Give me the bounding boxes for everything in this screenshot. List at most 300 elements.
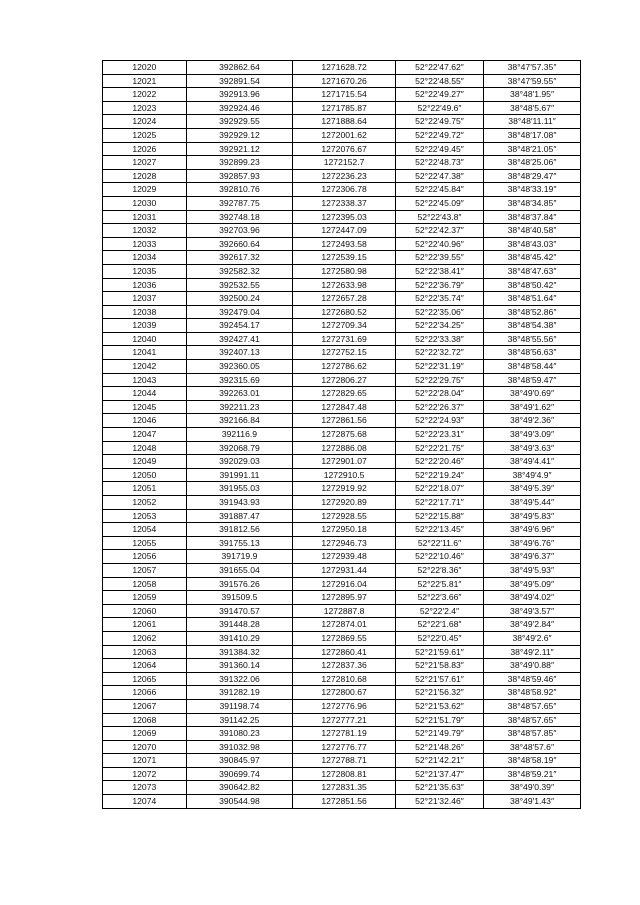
- point-id-cell: 12059: [103, 591, 187, 605]
- longitude-cell: 38°48′57.65″: [484, 699, 581, 713]
- point-id-cell: 12037: [103, 292, 187, 306]
- latitude-cell: 52°22′34.25″: [395, 319, 483, 333]
- table-row: [103, 61, 581, 75]
- latitude-cell: 52°21′37.47″: [395, 767, 483, 781]
- latitude-cell: 52°22′1.68″: [395, 618, 483, 632]
- longitude-cell: 38°49′5.83″: [484, 509, 581, 523]
- y-coordinate-cell: 1271785.87: [293, 101, 396, 115]
- table-row: [103, 428, 581, 442]
- y-coordinate-cell: 1272657.28: [293, 292, 396, 306]
- latitude-cell: 52°22′20.46″: [395, 455, 483, 469]
- coordinate-table: [102, 60, 581, 809]
- table-row: [103, 781, 581, 795]
- point-id-cell: 12042: [103, 360, 187, 374]
- table-row: [103, 550, 581, 564]
- y-coordinate-cell: 1272806.27: [293, 373, 396, 387]
- y-coordinate-cell: 1272776.96: [293, 699, 396, 713]
- table-row: [103, 468, 581, 482]
- y-coordinate-cell: 1272920.89: [293, 496, 396, 510]
- longitude-cell: 38°48′59.46″: [484, 672, 581, 686]
- table-row: [103, 74, 581, 88]
- latitude-cell: 52°22′35.06″: [395, 305, 483, 319]
- x-coordinate-cell: 392899.23: [186, 156, 293, 170]
- y-coordinate-cell: 1272931.44: [293, 563, 396, 577]
- latitude-cell: 52°22′49.72″: [395, 128, 483, 142]
- y-coordinate-cell: 1272709.34: [293, 319, 396, 333]
- point-id-cell: 12064: [103, 659, 187, 673]
- y-coordinate-cell: 1272831.35: [293, 781, 396, 795]
- x-coordinate-cell: 390845.97: [186, 754, 293, 768]
- point-id-cell: 12070: [103, 740, 187, 754]
- y-coordinate-cell: 1272152.7: [293, 156, 396, 170]
- x-coordinate-cell: 391655.04: [186, 563, 293, 577]
- x-coordinate-cell: 392263.01: [186, 387, 293, 401]
- x-coordinate-cell: 392315.69: [186, 373, 293, 387]
- longitude-cell: 38°48′11.11″: [484, 115, 581, 129]
- longitude-cell: 38°48′51.64″: [484, 292, 581, 306]
- point-id-cell: 12055: [103, 536, 187, 550]
- longitude-cell: 38°48′34.85″: [484, 196, 581, 210]
- table-row: [103, 292, 581, 306]
- y-coordinate-cell: 1272001.62: [293, 128, 396, 142]
- latitude-cell: 52°22′11.6″: [395, 536, 483, 550]
- latitude-cell: 52°21′32.46″: [395, 795, 483, 809]
- point-id-cell: 12063: [103, 645, 187, 659]
- latitude-cell: 52°22′33.38″: [395, 332, 483, 346]
- y-coordinate-cell: 1272633.98: [293, 278, 396, 292]
- point-id-cell: 12020: [103, 61, 187, 75]
- y-coordinate-cell: 1272887.8: [293, 604, 396, 618]
- latitude-cell: 52°22′10.46″: [395, 550, 483, 564]
- y-coordinate-cell: 1272306.78: [293, 183, 396, 197]
- latitude-cell: 52°22′8.36″: [395, 563, 483, 577]
- latitude-cell: 52°22′39.55″: [395, 251, 483, 265]
- point-id-cell: 12053: [103, 509, 187, 523]
- longitude-cell: 38°48′47.63″: [484, 264, 581, 278]
- longitude-cell: 38°49′4.9″: [484, 468, 581, 482]
- y-coordinate-cell: 1271670.26: [293, 74, 396, 88]
- y-coordinate-cell: 1272919.92: [293, 482, 396, 496]
- table-row: [103, 604, 581, 618]
- coordinate-table-body: [103, 61, 581, 809]
- table-row: [103, 699, 581, 713]
- x-coordinate-cell: 392703.96: [186, 224, 293, 238]
- x-coordinate-cell: 391943.93: [186, 496, 293, 510]
- latitude-cell: 52°21′51.79″: [395, 713, 483, 727]
- x-coordinate-cell: 391887.47: [186, 509, 293, 523]
- table-row: [103, 237, 581, 251]
- point-id-cell: 12062: [103, 631, 187, 645]
- table-row: [103, 360, 581, 374]
- point-id-cell: 12058: [103, 577, 187, 591]
- point-id-cell: 12022: [103, 88, 187, 102]
- table-row: [103, 156, 581, 170]
- x-coordinate-cell: 391719.9: [186, 550, 293, 564]
- table-row: [103, 767, 581, 781]
- table-row: [103, 509, 581, 523]
- x-coordinate-cell: 392500.24: [186, 292, 293, 306]
- table-row: [103, 713, 581, 727]
- x-coordinate-cell: 391410.29: [186, 631, 293, 645]
- point-id-cell: 12068: [103, 713, 187, 727]
- y-coordinate-cell: 1272810.68: [293, 672, 396, 686]
- y-coordinate-cell: 1272829.65: [293, 387, 396, 401]
- table-row: [103, 346, 581, 360]
- x-coordinate-cell: 390642.82: [186, 781, 293, 795]
- x-coordinate-cell: 392913.96: [186, 88, 293, 102]
- y-coordinate-cell: 1272875.68: [293, 428, 396, 442]
- x-coordinate-cell: 391755.13: [186, 536, 293, 550]
- table-row: [103, 169, 581, 183]
- latitude-cell: 52°22′38.41″: [395, 264, 483, 278]
- longitude-cell: 38°48′58.44″: [484, 360, 581, 374]
- table-row: [103, 305, 581, 319]
- latitude-cell: 52°22′15.88″: [395, 509, 483, 523]
- y-coordinate-cell: 1271628.72: [293, 61, 396, 75]
- x-coordinate-cell: 392166.84: [186, 414, 293, 428]
- x-coordinate-cell: 391509.5: [186, 591, 293, 605]
- longitude-cell: 38°48′29.47″: [484, 169, 581, 183]
- point-id-cell: 12031: [103, 210, 187, 224]
- point-id-cell: 12044: [103, 387, 187, 401]
- point-id-cell: 12033: [103, 237, 187, 251]
- point-id-cell: 12036: [103, 278, 187, 292]
- latitude-cell: 52°22′49.6″: [395, 101, 483, 115]
- latitude-cell: 52°22′40.96″: [395, 237, 483, 251]
- point-id-cell: 12047: [103, 428, 187, 442]
- point-id-cell: 12040: [103, 332, 187, 346]
- longitude-cell: 38°48′57.65″: [484, 713, 581, 727]
- y-coordinate-cell: 1272800.67: [293, 686, 396, 700]
- latitude-cell: 52°22′31.19″: [395, 360, 483, 374]
- longitude-cell: 38°48′1.95″: [484, 88, 581, 102]
- table-row: [103, 618, 581, 632]
- longitude-cell: 38°49′4.02″: [484, 591, 581, 605]
- latitude-cell: 52°22′42.37″: [395, 224, 483, 238]
- longitude-cell: 38°48′45.42″: [484, 251, 581, 265]
- x-coordinate-cell: 392921.12: [186, 142, 293, 156]
- point-id-cell: 12074: [103, 795, 187, 809]
- point-id-cell: 12046: [103, 414, 187, 428]
- y-coordinate-cell: 1272395.03: [293, 210, 396, 224]
- table-row: [103, 224, 581, 238]
- x-coordinate-cell: 390699.74: [186, 767, 293, 781]
- longitude-cell: 38°48′37.84″: [484, 210, 581, 224]
- longitude-cell: 38°49′2.6″: [484, 631, 581, 645]
- latitude-cell: 52°22′45.84″: [395, 183, 483, 197]
- table-row: [103, 332, 581, 346]
- y-coordinate-cell: 1272788.71: [293, 754, 396, 768]
- x-coordinate-cell: 392660.64: [186, 237, 293, 251]
- table-row: [103, 251, 581, 265]
- longitude-cell: 38°49′5.93″: [484, 563, 581, 577]
- y-coordinate-cell: 1272493.58: [293, 237, 396, 251]
- x-coordinate-cell: 392211.23: [186, 400, 293, 414]
- y-coordinate-cell: 1272837.36: [293, 659, 396, 673]
- y-coordinate-cell: 1272950.18: [293, 523, 396, 537]
- x-coordinate-cell: 391142.25: [186, 713, 293, 727]
- latitude-cell: 52°22′48.73″: [395, 156, 483, 170]
- longitude-cell: 38°48′43.03″: [484, 237, 581, 251]
- table-row: [103, 496, 581, 510]
- point-id-cell: 12052: [103, 496, 187, 510]
- longitude-cell: 38°49′4.41″: [484, 455, 581, 469]
- y-coordinate-cell: 1272731.69: [293, 332, 396, 346]
- table-row: [103, 101, 581, 115]
- x-coordinate-cell: 392891.54: [186, 74, 293, 88]
- table-row: [103, 373, 581, 387]
- point-id-cell: 12029: [103, 183, 187, 197]
- longitude-cell: 38°48′25.06″: [484, 156, 581, 170]
- table-row: [103, 577, 581, 591]
- x-coordinate-cell: 391360.14: [186, 659, 293, 673]
- longitude-cell: 38°49′1.62″: [484, 400, 581, 414]
- x-coordinate-cell: 392116.9: [186, 428, 293, 442]
- longitude-cell: 38°47′59.55″: [484, 74, 581, 88]
- x-coordinate-cell: 391470.57: [186, 604, 293, 618]
- table-row: [103, 795, 581, 809]
- y-coordinate-cell: 1272847.48: [293, 400, 396, 414]
- latitude-cell: 52°21′53.62″: [395, 699, 483, 713]
- latitude-cell: 52°22′47.38″: [395, 169, 483, 183]
- y-coordinate-cell: 1272808.81: [293, 767, 396, 781]
- point-id-cell: 12041: [103, 346, 187, 360]
- table-row: [103, 88, 581, 102]
- y-coordinate-cell: 1271888.64: [293, 115, 396, 129]
- x-coordinate-cell: 392929.12: [186, 128, 293, 142]
- y-coordinate-cell: 1272869.55: [293, 631, 396, 645]
- point-id-cell: 12048: [103, 441, 187, 455]
- latitude-cell: 52°22′35.74″: [395, 292, 483, 306]
- y-coordinate-cell: 1272580.98: [293, 264, 396, 278]
- table-row: [103, 740, 581, 754]
- longitude-cell: 38°48′59.47″: [484, 373, 581, 387]
- longitude-cell: 38°48′57.85″: [484, 727, 581, 741]
- latitude-cell: 52°22′32.72″: [395, 346, 483, 360]
- point-id-cell: 12021: [103, 74, 187, 88]
- longitude-cell: 38°48′52.86″: [484, 305, 581, 319]
- latitude-cell: 52°22′26.37″: [395, 400, 483, 414]
- longitude-cell: 38°49′2.11″: [484, 645, 581, 659]
- y-coordinate-cell: 1272786.62: [293, 360, 396, 374]
- longitude-cell: 38°47′57.35″: [484, 61, 581, 75]
- x-coordinate-cell: 392407.13: [186, 346, 293, 360]
- latitude-cell: 52°22′49.45″: [395, 142, 483, 156]
- point-id-cell: 12057: [103, 563, 187, 577]
- y-coordinate-cell: 1272939.48: [293, 550, 396, 564]
- latitude-cell: 52°21′42.21″: [395, 754, 483, 768]
- latitude-cell: 52°22′29.75″: [395, 373, 483, 387]
- point-id-cell: 12024: [103, 115, 187, 129]
- latitude-cell: 52°21′56.32″: [395, 686, 483, 700]
- point-id-cell: 12066: [103, 686, 187, 700]
- y-coordinate-cell: 1272236.23: [293, 169, 396, 183]
- x-coordinate-cell: 392924.46: [186, 101, 293, 115]
- y-coordinate-cell: 1272901.07: [293, 455, 396, 469]
- point-id-cell: 12035: [103, 264, 187, 278]
- point-id-cell: 12050: [103, 468, 187, 482]
- latitude-cell: 52°22′18.07″: [395, 482, 483, 496]
- longitude-cell: 38°48′5.67″: [484, 101, 581, 115]
- longitude-cell: 38°49′5.44″: [484, 496, 581, 510]
- longitude-cell: 38°49′3.63″: [484, 441, 581, 455]
- x-coordinate-cell: 391080.23: [186, 727, 293, 741]
- table-row: [103, 455, 581, 469]
- x-coordinate-cell: 392029.03: [186, 455, 293, 469]
- point-id-cell: 12069: [103, 727, 187, 741]
- longitude-cell: 38°49′3.57″: [484, 604, 581, 618]
- y-coordinate-cell: 1272886.08: [293, 441, 396, 455]
- table-row: [103, 482, 581, 496]
- latitude-cell: 52°21′58.83″: [395, 659, 483, 673]
- longitude-cell: 38°49′0.88″: [484, 659, 581, 673]
- latitude-cell: 52°22′49.75″: [395, 115, 483, 129]
- latitude-cell: 52°21′59.61″: [395, 645, 483, 659]
- longitude-cell: 38°48′54.38″: [484, 319, 581, 333]
- point-id-cell: 12051: [103, 482, 187, 496]
- table-row: [103, 727, 581, 741]
- latitude-cell: 52°22′5.81″: [395, 577, 483, 591]
- table-row: [103, 196, 581, 210]
- latitude-cell: 52°21′57.61″: [395, 672, 483, 686]
- latitude-cell: 52°22′36.79″: [395, 278, 483, 292]
- x-coordinate-cell: 392862.64: [186, 61, 293, 75]
- point-id-cell: 12073: [103, 781, 187, 795]
- y-coordinate-cell: 1272781.19: [293, 727, 396, 741]
- point-id-cell: 12072: [103, 767, 187, 781]
- table-row: [103, 754, 581, 768]
- point-id-cell: 12067: [103, 699, 187, 713]
- table-row: [103, 400, 581, 414]
- table-row: [103, 210, 581, 224]
- y-coordinate-cell: 1272777.21: [293, 713, 396, 727]
- latitude-cell: 52°21′35.63″: [395, 781, 483, 795]
- table-row: [103, 319, 581, 333]
- point-id-cell: 12030: [103, 196, 187, 210]
- point-id-cell: 12049: [103, 455, 187, 469]
- table-row: [103, 523, 581, 537]
- latitude-cell: 52°22′45.09″: [395, 196, 483, 210]
- point-id-cell: 12028: [103, 169, 187, 183]
- point-id-cell: 12054: [103, 523, 187, 537]
- longitude-cell: 38°49′1.43″: [484, 795, 581, 809]
- longitude-cell: 38°49′3.09″: [484, 428, 581, 442]
- table-row: [103, 414, 581, 428]
- longitude-cell: 38°49′6.76″: [484, 536, 581, 550]
- table-row: [103, 686, 581, 700]
- longitude-cell: 38°49′6.96″: [484, 523, 581, 537]
- y-coordinate-cell: 1272338.37: [293, 196, 396, 210]
- longitude-cell: 38°48′57.6″: [484, 740, 581, 754]
- y-coordinate-cell: 1272928.55: [293, 509, 396, 523]
- latitude-cell: 52°22′24.93″: [395, 414, 483, 428]
- point-id-cell: 12027: [103, 156, 187, 170]
- y-coordinate-cell: 1272539.15: [293, 251, 396, 265]
- x-coordinate-cell: 391812.56: [186, 523, 293, 537]
- x-coordinate-cell: 391032.98: [186, 740, 293, 754]
- table-row: [103, 563, 581, 577]
- longitude-cell: 38°48′55.56″: [484, 332, 581, 346]
- latitude-cell: 52°22′47.62″: [395, 61, 483, 75]
- x-coordinate-cell: 392360.05: [186, 360, 293, 374]
- point-id-cell: 12032: [103, 224, 187, 238]
- x-coordinate-cell: 391576.26: [186, 577, 293, 591]
- table-row: [103, 183, 581, 197]
- point-id-cell: 12061: [103, 618, 187, 632]
- x-coordinate-cell: 391322.06: [186, 672, 293, 686]
- table-row: [103, 591, 581, 605]
- x-coordinate-cell: 392929.55: [186, 115, 293, 129]
- longitude-cell: 38°49′5.39″: [484, 482, 581, 496]
- point-id-cell: 12038: [103, 305, 187, 319]
- latitude-cell: 52°21′48.26″: [395, 740, 483, 754]
- y-coordinate-cell: 1272874.01: [293, 618, 396, 632]
- y-coordinate-cell: 1272680.52: [293, 305, 396, 319]
- point-id-cell: 12065: [103, 672, 187, 686]
- point-id-cell: 12071: [103, 754, 187, 768]
- latitude-cell: 52°22′43.8″: [395, 210, 483, 224]
- y-coordinate-cell: 1272851.56: [293, 795, 396, 809]
- table-row: [103, 441, 581, 455]
- table-row: [103, 659, 581, 673]
- point-id-cell: 12039: [103, 319, 187, 333]
- longitude-cell: 38°49′5.09″: [484, 577, 581, 591]
- latitude-cell: 52°22′2.4″: [395, 604, 483, 618]
- x-coordinate-cell: 391282.19: [186, 686, 293, 700]
- x-coordinate-cell: 391448.28: [186, 618, 293, 632]
- x-coordinate-cell: 392479.04: [186, 305, 293, 319]
- table-row: [103, 631, 581, 645]
- x-coordinate-cell: 392582.32: [186, 264, 293, 278]
- longitude-cell: 38°48′21.05″: [484, 142, 581, 156]
- longitude-cell: 38°48′17.08″: [484, 128, 581, 142]
- point-id-cell: 12025: [103, 128, 187, 142]
- x-coordinate-cell: 392617.32: [186, 251, 293, 265]
- point-id-cell: 12026: [103, 142, 187, 156]
- longitude-cell: 38°49′2.84″: [484, 618, 581, 632]
- point-id-cell: 12045: [103, 400, 187, 414]
- longitude-cell: 38°49′0.69″: [484, 387, 581, 401]
- table-row: [103, 672, 581, 686]
- latitude-cell: 52°22′17.71″: [395, 496, 483, 510]
- longitude-cell: 38°49′0.39″: [484, 781, 581, 795]
- point-id-cell: 12043: [103, 373, 187, 387]
- table-row: [103, 264, 581, 278]
- y-coordinate-cell: 1272916.04: [293, 577, 396, 591]
- longitude-cell: 38°48′58.92″: [484, 686, 581, 700]
- latitude-cell: 52°22′48.55″: [395, 74, 483, 88]
- latitude-cell: 52°22′3.66″: [395, 591, 483, 605]
- latitude-cell: 52°22′49.27″: [395, 88, 483, 102]
- latitude-cell: 52°21′49.79″: [395, 727, 483, 741]
- x-coordinate-cell: 391384.32: [186, 645, 293, 659]
- y-coordinate-cell: 1272861.56: [293, 414, 396, 428]
- longitude-cell: 38°49′2.36″: [484, 414, 581, 428]
- x-coordinate-cell: 392787.75: [186, 196, 293, 210]
- y-coordinate-cell: 1272910.5: [293, 468, 396, 482]
- point-id-cell: 12023: [103, 101, 187, 115]
- point-id-cell: 12056: [103, 550, 187, 564]
- y-coordinate-cell: 1272860.41: [293, 645, 396, 659]
- y-coordinate-cell: 1272776.77: [293, 740, 396, 754]
- point-id-cell: 12034: [103, 251, 187, 265]
- x-coordinate-cell: 392532.55: [186, 278, 293, 292]
- longitude-cell: 38°48′58.19″: [484, 754, 581, 768]
- latitude-cell: 52°22′13.45″: [395, 523, 483, 537]
- x-coordinate-cell: 392810.76: [186, 183, 293, 197]
- table-row: [103, 536, 581, 550]
- longitude-cell: 38°48′50.42″: [484, 278, 581, 292]
